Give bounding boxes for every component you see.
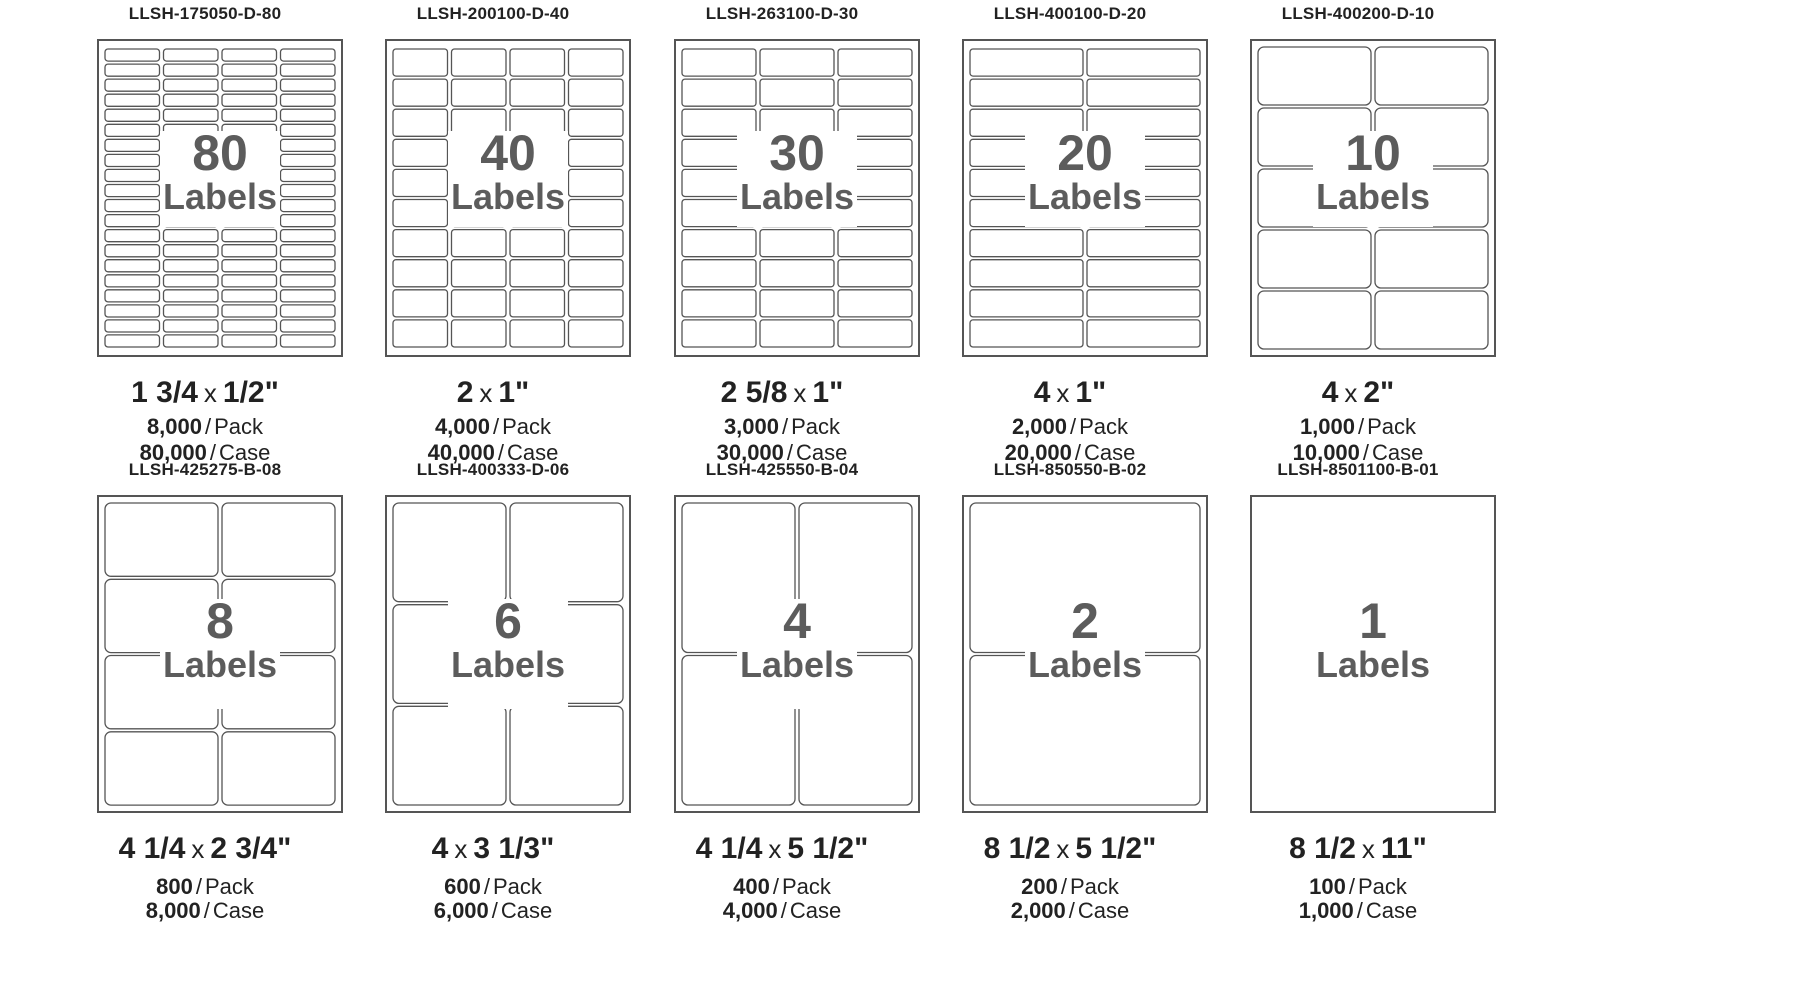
label-count-badge — [964, 125, 1206, 217]
label-cell — [970, 290, 1083, 317]
label-count-word: Labels — [450, 176, 566, 217]
label-cell — [760, 290, 834, 317]
pack-qty-unit: Pack — [791, 414, 841, 439]
case-qty-separator: / — [1074, 440, 1082, 465]
pack-quantity — [55, 414, 355, 440]
label-cell — [164, 79, 219, 91]
label-cell — [105, 320, 160, 332]
label-cell — [970, 320, 1083, 347]
label-cell — [393, 320, 448, 347]
label-cell — [682, 320, 756, 347]
label-cell — [393, 706, 506, 805]
label-cell — [222, 305, 277, 317]
label-count-badge — [99, 125, 341, 217]
pack-qty-value: 1,000 — [1299, 414, 1355, 439]
label-cell — [970, 260, 1083, 287]
label-cell — [569, 260, 624, 287]
pack-qty-unit: Pack — [1357, 874, 1407, 899]
label-cell — [1087, 290, 1200, 317]
label-cell — [393, 290, 448, 317]
label-count-word: Labels — [1027, 644, 1143, 685]
label-cell — [838, 290, 912, 317]
label-cell — [281, 109, 336, 121]
label-cell — [452, 230, 507, 257]
product-sku: LLSH-263100-D-30 — [705, 4, 859, 23]
sheet-diagram — [962, 495, 1208, 813]
pack-qty-separator: / — [195, 874, 202, 899]
dimension-separator: x — [768, 834, 782, 864]
label-cell — [510, 503, 623, 602]
label-cell — [164, 64, 219, 76]
label-cell — [682, 230, 756, 257]
pack-qty-separator: / — [1070, 414, 1077, 439]
sheet-diagram — [97, 39, 343, 357]
pack-qty-value: 100 — [1309, 874, 1346, 899]
case-qty-value: 30,000 — [716, 440, 784, 465]
dimension-height: 1" — [812, 376, 844, 409]
pack-qty-unit: Pack — [214, 414, 264, 439]
label-cell — [164, 260, 219, 272]
label-cell — [1087, 79, 1200, 106]
label-cell — [510, 706, 623, 805]
product-sku: LLSH-425275-B-08 — [128, 460, 282, 479]
pack-qty-unit: Pack — [502, 414, 552, 439]
pack-quantity — [343, 414, 643, 440]
dimension-height: 2 3/4" — [210, 832, 292, 865]
label-count-word: Labels — [1027, 176, 1143, 217]
pack-qty-value: 8,000 — [146, 414, 202, 439]
label-cell — [222, 260, 277, 272]
dimension-separator: x — [1056, 834, 1070, 864]
pack-quantity — [1208, 874, 1508, 900]
label-count-badge — [676, 125, 918, 217]
label-cell — [222, 503, 335, 576]
label-cell — [452, 290, 507, 317]
label-dimensions — [55, 376, 355, 410]
pack-qty-separator: / — [205, 414, 212, 439]
label-cell — [1087, 49, 1200, 76]
label-cell — [222, 49, 277, 61]
case-qty-separator: / — [203, 898, 210, 923]
label-dimensions — [632, 376, 932, 410]
case-qty-value: 1,000 — [1298, 898, 1354, 923]
case-qty-value: 80,000 — [139, 440, 207, 465]
label-cell — [281, 79, 336, 91]
pack-qty-value: 3,000 — [723, 414, 779, 439]
label-count: 40 — [480, 125, 536, 181]
label-dimensions — [920, 376, 1220, 410]
label-count-badge — [387, 125, 629, 217]
dimension-width: 4 — [1321, 376, 1339, 409]
label-cell — [569, 230, 624, 257]
case-quantity — [1208, 898, 1508, 924]
label-cell — [760, 320, 834, 347]
case-qty-value: 2,000 — [1010, 898, 1066, 923]
label-dimensions — [632, 832, 932, 866]
label-count-word: Labels — [1315, 644, 1431, 685]
dimension-width: 2 5/8 — [720, 376, 788, 409]
label-cell — [222, 290, 277, 302]
label-cell — [760, 49, 834, 76]
label-cell — [838, 49, 912, 76]
label-dimensions — [1208, 376, 1508, 410]
pack-qty-unit: Pack — [781, 874, 831, 899]
label-cell — [760, 260, 834, 287]
label-cell — [1258, 230, 1371, 288]
label-cell — [164, 335, 219, 347]
dimension-separator: x — [479, 378, 493, 408]
case-qty-value: 8,000 — [145, 898, 201, 923]
pack-qty-value: 4,000 — [434, 414, 490, 439]
case-quantity — [343, 898, 643, 924]
sheet-diagram — [962, 39, 1208, 357]
sheet-diagram — [385, 39, 631, 357]
dimension-width: 4 1/4 — [695, 832, 763, 865]
pack-qty-value: 200 — [1021, 874, 1058, 899]
label-cell — [682, 49, 756, 76]
dimension-height: 1" — [498, 376, 530, 409]
label-cell — [281, 64, 336, 76]
case-quantity — [920, 898, 1220, 924]
label-cell — [164, 290, 219, 302]
sheet-diagram — [1250, 495, 1496, 813]
label-cell — [105, 245, 160, 257]
product-sku: LLSH-8501100-B-01 — [1277, 460, 1439, 479]
label-cell — [105, 290, 160, 302]
label-cell — [222, 732, 335, 805]
case-qty-separator: / — [1356, 898, 1363, 923]
dimension-height: 5 1/2" — [1075, 832, 1157, 865]
label-cell — [452, 49, 507, 76]
pack-qty-separator: / — [782, 414, 789, 439]
label-cell — [164, 49, 219, 61]
label-cell — [164, 109, 219, 121]
case-qty-separator: / — [1068, 898, 1075, 923]
sheet-diagram — [1250, 39, 1496, 357]
case-qty-unit: Case — [500, 898, 553, 923]
label-cell — [682, 260, 756, 287]
label-cell — [281, 290, 336, 302]
label-count-word: Labels — [162, 644, 278, 685]
label-count: 20 — [1057, 125, 1113, 181]
label-cell — [1087, 230, 1200, 257]
product-sku: LLSH-425550-B-04 — [705, 460, 859, 479]
label-cell — [164, 245, 219, 257]
label-cell — [105, 335, 160, 347]
label-count-word: Labels — [739, 644, 855, 685]
case-qty-separator: / — [1362, 440, 1370, 465]
label-count-word: Labels — [450, 644, 566, 685]
label-cell — [281, 49, 336, 61]
label-cell — [105, 275, 160, 287]
label-cell — [164, 320, 219, 332]
label-count-badge — [964, 593, 1206, 685]
pack-qty-unit: Pack — [1079, 414, 1129, 439]
label-cell — [105, 64, 160, 76]
pack-qty-unit: Pack — [1367, 414, 1417, 439]
label-cell — [222, 245, 277, 257]
dimension-width: 1 3/4 — [131, 376, 198, 409]
pack-quantity — [920, 874, 1220, 900]
label-cell — [1375, 291, 1488, 349]
label-cell — [164, 275, 219, 287]
label-cell — [393, 79, 448, 106]
label-cell — [1258, 291, 1371, 349]
label-cell — [222, 94, 277, 106]
label-count-badge — [99, 593, 341, 685]
label-cell — [393, 503, 506, 602]
dimension-height: 1" — [1075, 376, 1107, 409]
pack-qty-value: 600 — [444, 874, 481, 899]
label-dimensions — [920, 832, 1220, 866]
dimension-height: 5 1/2" — [787, 832, 869, 865]
label-cell — [281, 94, 336, 106]
label-cell — [105, 49, 160, 61]
pack-qty-value: 2,000 — [1011, 414, 1067, 439]
case-qty-unit: Case — [1372, 440, 1424, 465]
product-sku: LLSH-850550-B-02 — [993, 460, 1147, 479]
label-cell — [569, 320, 624, 347]
label-count-badge — [1252, 593, 1494, 685]
case-qty-unit: Case — [212, 898, 265, 923]
pack-qty-separator: / — [483, 874, 490, 899]
label-cell — [222, 230, 277, 242]
pack-qty-unit: Pack — [492, 874, 542, 899]
sheet-diagram — [385, 495, 631, 813]
label-cell — [569, 79, 624, 106]
label-cell — [222, 320, 277, 332]
product-sku: LLSH-400200-D-10 — [1281, 4, 1435, 23]
label-cell — [105, 503, 218, 576]
label-cell — [838, 260, 912, 287]
label-cell — [393, 230, 448, 257]
pack-qty-separator: / — [493, 414, 500, 439]
case-quantity — [55, 898, 355, 924]
label-cell — [838, 79, 912, 106]
label-dimensions — [343, 832, 643, 866]
label-count: 10 — [1345, 125, 1401, 181]
pack-qty-separator: / — [1348, 874, 1355, 899]
label-cell — [281, 335, 336, 347]
case-qty-unit: Case — [1365, 898, 1418, 923]
pack-quantity — [1208, 414, 1508, 440]
label-cell — [510, 260, 565, 287]
label-cell — [105, 79, 160, 91]
label-cell — [970, 79, 1083, 106]
case-qty-value: 40,000 — [427, 440, 495, 465]
label-count-word: Labels — [162, 176, 278, 217]
label-cell — [569, 49, 624, 76]
label-dimensions — [343, 376, 643, 410]
dimension-width: 2 — [456, 376, 474, 409]
label-cell — [281, 230, 336, 242]
case-qty-separator: / — [491, 898, 498, 923]
case-qty-separator: / — [786, 440, 794, 465]
sheet-diagram — [674, 39, 920, 357]
dimension-width: 8 1/2 — [983, 832, 1051, 865]
label-cell — [1087, 260, 1200, 287]
label-cell — [510, 49, 565, 76]
label-cell — [281, 320, 336, 332]
label-cell — [1375, 47, 1488, 105]
label-cell — [838, 230, 912, 257]
product-sku: LLSH-400100-D-20 — [993, 4, 1147, 23]
label-count: 80 — [192, 125, 248, 181]
label-cell — [970, 49, 1083, 76]
pack-quantity — [632, 874, 932, 900]
dimension-height: 2" — [1363, 376, 1395, 409]
dimension-separator: x — [203, 378, 217, 408]
case-qty-unit: Case — [219, 440, 271, 465]
case-qty-unit: Case — [796, 440, 848, 465]
label-count: 30 — [769, 125, 825, 181]
case-qty-value: 10,000 — [1292, 440, 1360, 465]
label-cell — [510, 320, 565, 347]
case-qty-separator: / — [780, 898, 787, 923]
pack-quantity — [632, 414, 932, 440]
label-cell — [682, 290, 756, 317]
dimension-width: 8 1/2 — [1289, 832, 1356, 865]
label-dimensions — [55, 832, 355, 866]
label-cell — [838, 320, 912, 347]
label-cell — [105, 305, 160, 317]
pack-qty-separator: / — [1060, 874, 1067, 899]
pack-quantity — [920, 414, 1220, 440]
pack-qty-separator: / — [1358, 414, 1365, 439]
label-count: 8 — [206, 593, 234, 649]
label-cell — [105, 109, 160, 121]
label-count: 1 — [1359, 593, 1387, 649]
pack-qty-value: 800 — [156, 874, 193, 899]
dimension-height: 11" — [1380, 832, 1427, 865]
label-count: 6 — [494, 593, 522, 649]
label-count-badge — [676, 593, 918, 685]
dimension-height: 3 1/3" — [473, 832, 555, 865]
case-qty-value: 6,000 — [433, 898, 489, 923]
dimension-width: 4 — [1033, 376, 1051, 409]
label-cell — [222, 109, 277, 121]
label-cell — [970, 230, 1083, 257]
product-sku: LLSH-175050-D-80 — [128, 4, 282, 23]
pack-quantity — [55, 874, 355, 900]
label-count-badge — [1252, 125, 1494, 217]
product-sku: LLSH-200100-D-40 — [416, 4, 570, 23]
pack-qty-unit: Pack — [204, 874, 254, 899]
label-count-badge — [387, 593, 629, 685]
label-cell — [393, 49, 448, 76]
label-cell — [682, 79, 756, 106]
sheet-diagram — [97, 495, 343, 813]
label-count: 2 — [1071, 593, 1099, 649]
label-cell — [452, 79, 507, 106]
label-cell — [1375, 230, 1488, 288]
dimension-separator: x — [793, 378, 807, 408]
sheet-diagram — [674, 495, 920, 813]
label-cell — [222, 64, 277, 76]
label-cell — [281, 245, 336, 257]
case-qty-unit: Case — [1077, 898, 1130, 923]
case-qty-separator: / — [497, 440, 505, 465]
dimension-separator: x — [454, 834, 468, 864]
label-cell — [222, 79, 277, 91]
dimension-width: 4 — [431, 832, 449, 865]
label-cell — [105, 94, 160, 106]
dimension-separator: x — [1056, 378, 1070, 408]
pack-qty-value: 400 — [733, 874, 770, 899]
case-qty-unit: Case — [1084, 440, 1136, 465]
label-cell — [164, 230, 219, 242]
pack-quantity — [343, 874, 643, 900]
label-cell — [222, 335, 277, 347]
label-cell — [105, 260, 160, 272]
pack-qty-separator: / — [772, 874, 779, 899]
dimension-separator: x — [1361, 834, 1375, 864]
case-qty-value: 4,000 — [722, 898, 778, 923]
case-quantity — [632, 898, 932, 924]
label-cell — [393, 260, 448, 287]
case-qty-unit: Case — [507, 440, 559, 465]
case-qty-separator: / — [209, 440, 217, 465]
label-cell — [164, 305, 219, 317]
label-cell — [222, 275, 277, 287]
product-sku: LLSH-400333-D-06 — [416, 460, 570, 479]
label-cell — [452, 260, 507, 287]
label-count-word: Labels — [1315, 176, 1431, 217]
label-count-word: Labels — [739, 176, 855, 217]
label-cell — [281, 260, 336, 272]
label-cell — [569, 290, 624, 317]
label-cell — [510, 230, 565, 257]
case-qty-value: 20,000 — [1004, 440, 1072, 465]
label-cell — [105, 230, 160, 242]
label-cell — [1258, 47, 1371, 105]
label-cell — [105, 732, 218, 805]
label-cell — [760, 230, 834, 257]
pack-qty-unit: Pack — [1069, 874, 1119, 899]
label-cell — [1087, 320, 1200, 347]
label-dimensions — [1208, 832, 1508, 866]
dimension-separator: x — [191, 834, 205, 864]
label-cell — [510, 290, 565, 317]
label-cell — [760, 79, 834, 106]
case-qty-unit: Case — [789, 898, 842, 923]
label-cell — [281, 275, 336, 287]
label-cell — [452, 320, 507, 347]
label-count: 4 — [783, 593, 811, 649]
label-cell — [281, 305, 336, 317]
dimension-width: 4 1/4 — [118, 832, 186, 865]
label-cell — [510, 79, 565, 106]
label-cell — [164, 94, 219, 106]
dimension-separator: x — [1344, 378, 1358, 408]
dimension-height: 1/2" — [222, 376, 279, 409]
